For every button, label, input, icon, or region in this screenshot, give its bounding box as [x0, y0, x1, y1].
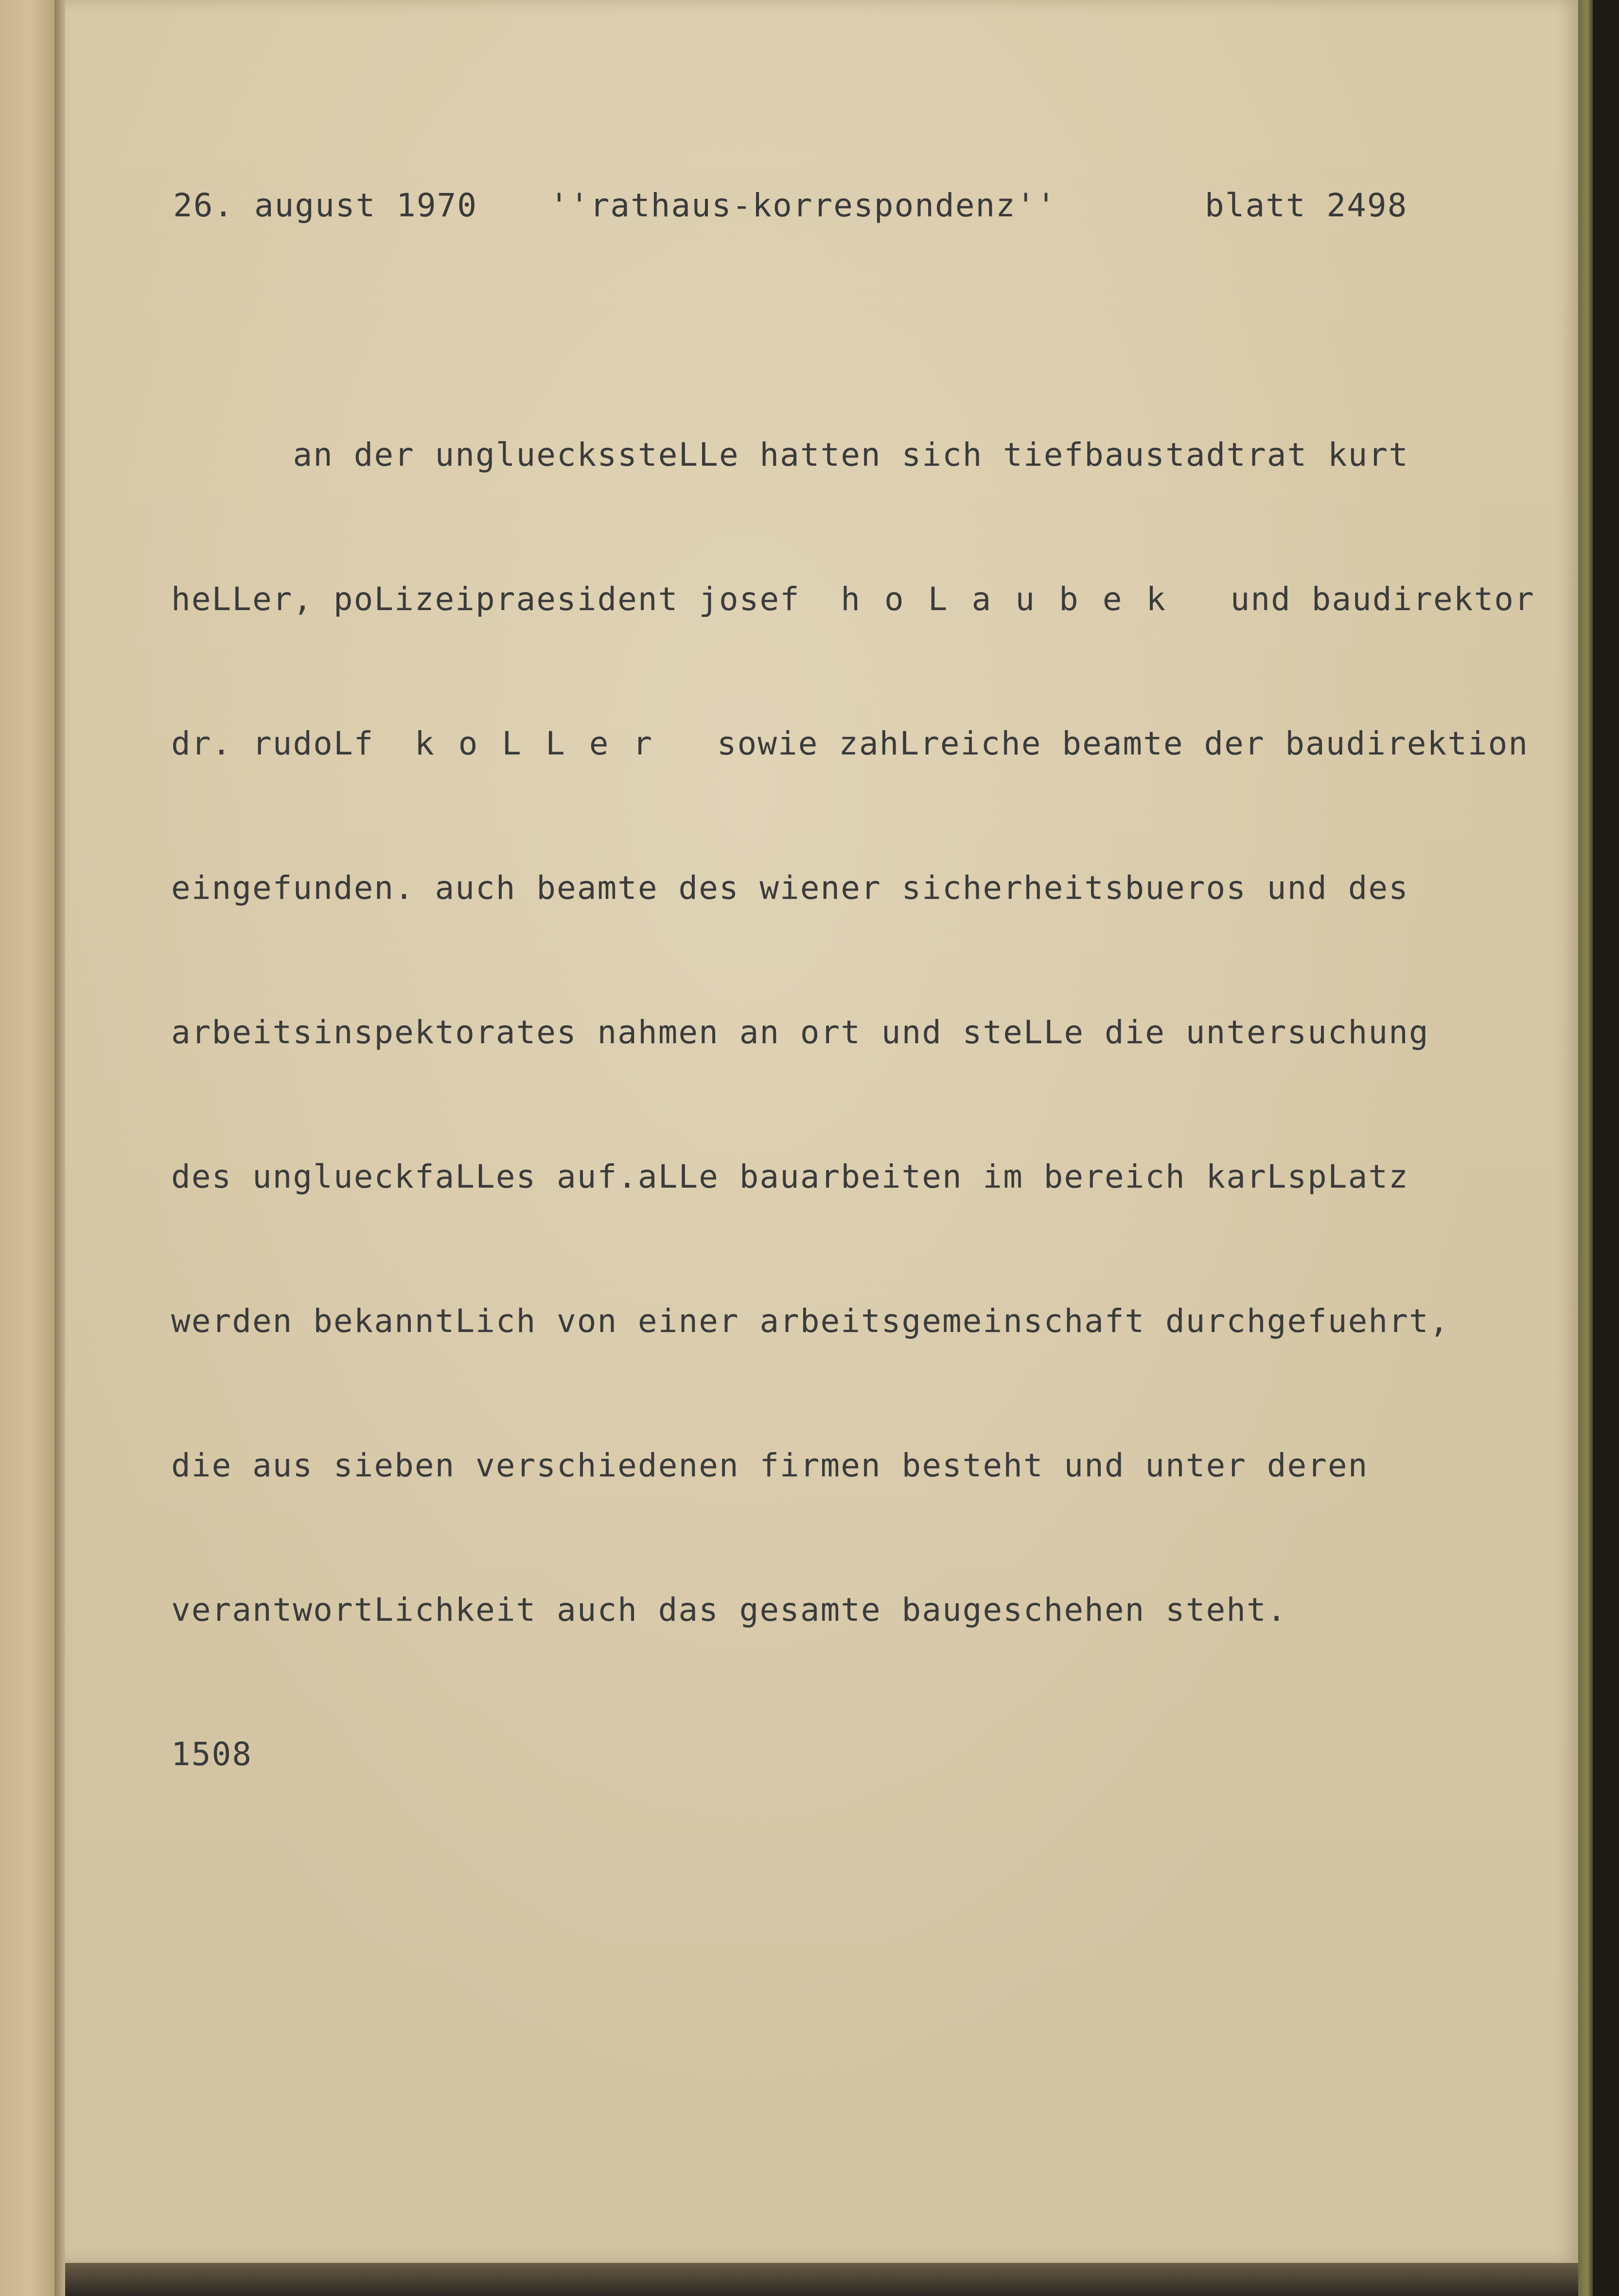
body-line: an der unglueckssteLLe hatten sich tiefbaustadtrat kurt [171, 436, 1409, 473]
body-line: die aus sieben verschiedenen firmen besteht und unter deren [171, 1447, 1369, 1484]
body-line: des unglueckfaLLes auf.aLLe bauarbeiten im bereich karLspLatz [171, 1158, 1409, 1195]
body-line: verantwortLichkeit auch das gesamte baugeschehen steht. [171, 1591, 1287, 1629]
body-text [171, 334, 1535, 1826]
header-sheet-number: blatt 2498 [1205, 187, 1408, 224]
previous-page-edge [0, 0, 54, 2296]
spaced-name-koller: koLLer [414, 725, 677, 762]
body-line-segment: sowie zahLreiche beamte der baudirektion [676, 725, 1529, 762]
spaced-name-holaubek: hoLaubek [841, 580, 1190, 618]
scan-background [1593, 0, 1619, 2296]
body-line-segment: dr. rudoLf [171, 725, 415, 762]
body-line: arbeitsinspektorates nahmen an ort und steLLe die untersuchung [171, 1014, 1429, 1051]
header-date: 26. august 1970 [173, 187, 478, 224]
body-line: werden bekanntLich von einer arbeitsgemeinschaft durchgefuehrt, [171, 1302, 1450, 1340]
body-line-segment: heLLer, poLizeipraesident josef [171, 580, 841, 618]
body-line [171, 575, 1535, 623]
body-line: eingefunden. auch beamte des wiener sicherheitsbueros und des [171, 869, 1409, 907]
binding-gutter [54, 0, 65, 2296]
body-line-segment: und baudirektor [1190, 580, 1535, 618]
scan-bottom-edge [65, 2263, 1578, 2296]
release-number: 1508 [171, 1735, 252, 1773]
header-title: ''rathaus-korrespondenz'' [549, 187, 1057, 224]
page-stack-edge [1578, 0, 1593, 2296]
body-line [171, 719, 1535, 768]
